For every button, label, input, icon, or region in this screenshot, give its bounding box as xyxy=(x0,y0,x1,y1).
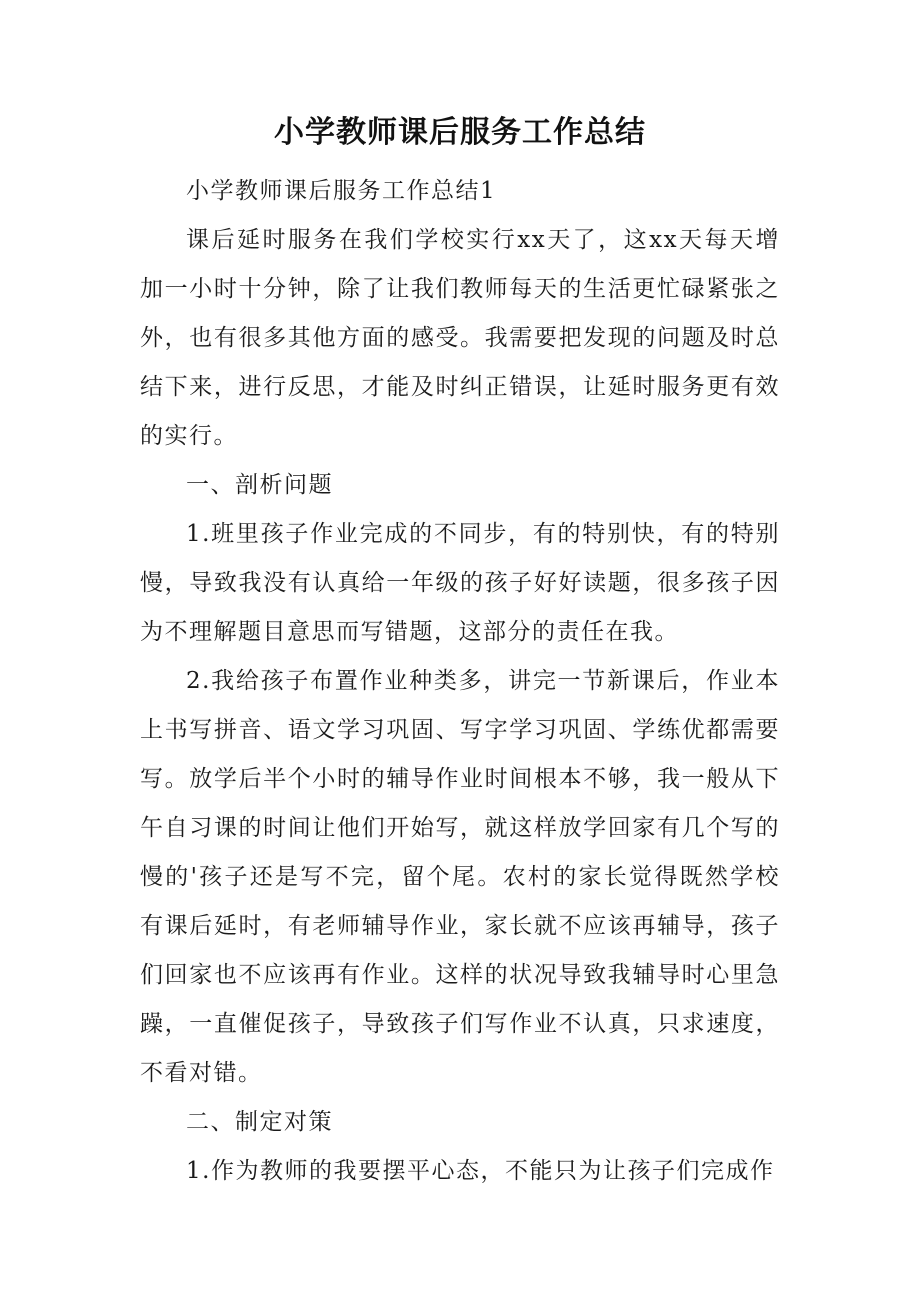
section-heading: 二、制定对策 xyxy=(186,1109,333,1135)
document-body xyxy=(140,167,780,1196)
body-paragraph: 1.班里孩子作业完成的不同步，有的特别快，有的特别慢，导致我没有认真给一年级的孩子好好读题，很多孩子因为不理解题目意思而写错题，这部分的责任在我。 xyxy=(140,521,780,645)
body-paragraph: 课后延时服务在我们学校实行xx天了，这xx天每天增加一小时十分钟，除了让我们教师每天的生活更忙碌紧张之外，也有很多其他方面的感受。我需要把发现的问题及时总结下来，进行反思，才能及时纠正错误，让延时服务更有效的实行。 xyxy=(140,227,780,449)
document-title: 小学教师课后服务工作总结 xyxy=(274,115,646,150)
section-heading-1: 小学教师课后服务工作总结1 xyxy=(186,178,497,204)
section-heading: 一、剖析问题 xyxy=(186,472,333,498)
body-paragraph: 1.作为教师的我要摆平心态，不能只为让孩子们完成作 xyxy=(186,1158,775,1184)
body-paragraph: 2.我给孩子布置作业种类多，讲完一节新课后，作业本上书写拼音、语文学习巩固、写字学习巩固、学练优都需要写。放学后半个小时的辅导作业时间根本不够，我一般从下午自习课的时间让他们开始写，就这样放学回家有几个写的慢的'孩子还是写不完，留个尾。农村的家长觉得既然学校有课后延时，有老师辅导作业，家长就不应该再辅导，孩子们回家也不应该再有作业。这样的状况导致我辅导时心里急躁，一直催促孩子，导致孩子们写作业不认真，只求速度，不看对错。 xyxy=(140,668,780,1086)
